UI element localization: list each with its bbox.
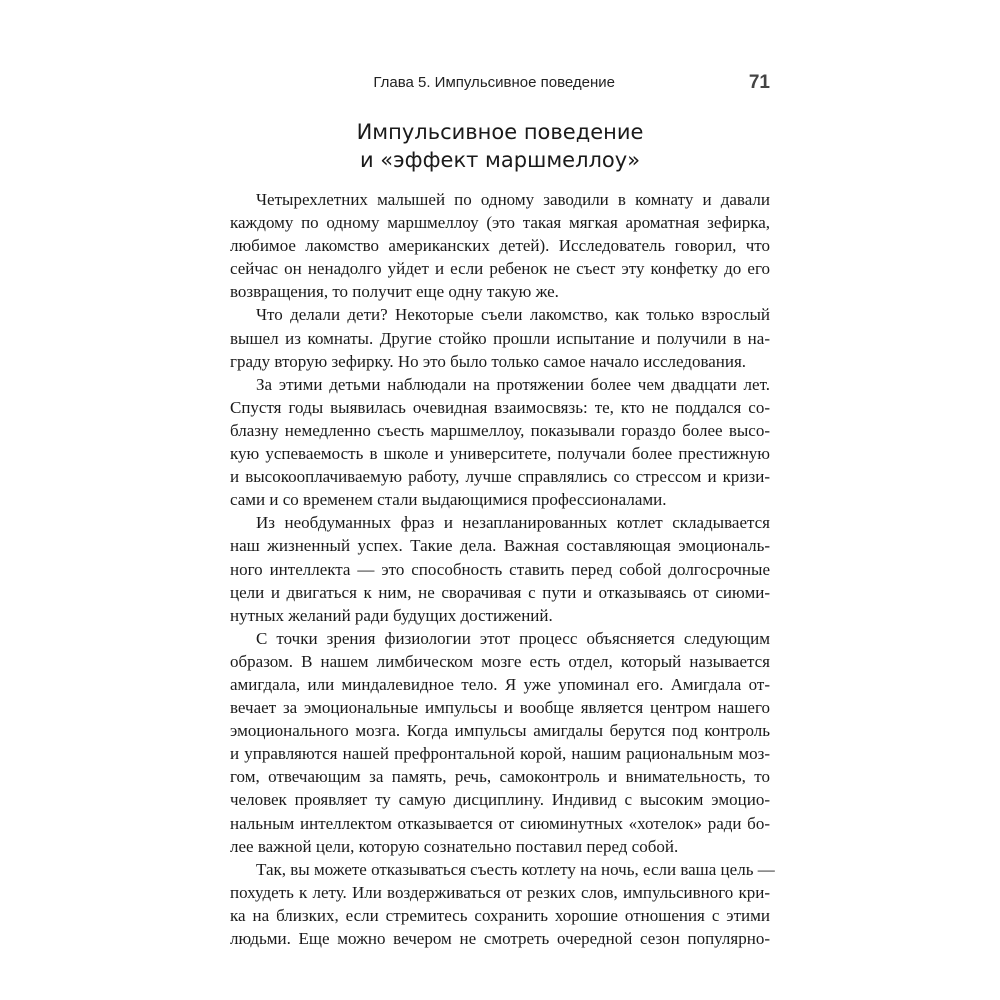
text-line: За этими детьми наблюдали на протяжении более чем двадцати лет.	[256, 374, 770, 394]
text-line: сами и со временем стали выдающимися профессионалами.	[230, 490, 667, 510]
text-line: нутных желаний ради будущих достижений.	[230, 605, 553, 625]
text-line: Так, вы можете отказываться съесть котлету на ночь, если ваша цель —	[256, 859, 775, 879]
section-heading	[230, 118, 770, 174]
text-line: образом. В нашем лимбическом мозге есть отдел, который называется	[230, 651, 770, 671]
chapter-title: Глава 5. Импульсивное поведение	[373, 74, 615, 91]
text-line: сейчас он ненадолго уйдет и если ребенок не съест эту конфетку до его	[230, 259, 770, 279]
page-number: 71	[748, 72, 770, 93]
text-line: каждому по одному маршмеллоу (это такая мягкая ароматная зефирка,	[230, 213, 770, 233]
text-line: эмоционального мозга. Когда импульсы амигдалы берутся под контроль	[230, 721, 770, 741]
text-line: человек проявляет ту самую дисциплину. Индивид с высоким эмоцио-	[230, 790, 770, 810]
text-line: наш жизненный успех. Такие дела. Важная составляющая эмоциональ-	[230, 536, 770, 556]
paragraph	[230, 303, 770, 372]
text-line: Четырехлетних малышей по одному заводили в комнату и давали	[256, 190, 770, 209]
text-line: любимое лакомство американских детей). Исследователь говорил, что	[230, 236, 770, 256]
text-line: похудеть к лету. Или воздерживаться от резких слов, импульсивного кри-	[230, 882, 770, 902]
section-heading-line-2: и «эффект маршмеллоу»	[359, 148, 641, 172]
text-line: С точки зрения физиологии этот процесс объясняется следующим	[256, 628, 770, 648]
paragraph	[230, 627, 770, 858]
text-line: гом, отвечающим за память, речь, самоконтроль и внимательность, то	[230, 767, 770, 787]
text-line: вечает за эмоциональные импульсы и вообще является центром нашего	[230, 698, 770, 718]
text-line: и высокооплачиваемую работу, лучше справлялись со стрессом и кризи-	[230, 467, 770, 487]
text-line: граду вторую зефирку. Но это было только самое начало исследования.	[230, 351, 747, 371]
paragraph	[230, 188, 770, 303]
text-line: Спустя годы выявилась очевидная взаимосвязь: те, кто не поддался со-	[230, 397, 770, 417]
text-line: ка на близких, если стремитесь сохранить хорошие отношения с этими	[230, 905, 770, 925]
text-line: лее важной цели, которую сознательно поставил перед собой.	[230, 836, 679, 856]
text-line: блазну немедленно съесть маршмеллоу, показывали гораздо более высо-	[230, 420, 770, 440]
text-line: Что делали дети? Некоторые съели лакомство, как только взрослый	[256, 305, 770, 325]
text-line: Из необдуманных фраз и незапланированных котлет складывается	[256, 513, 770, 533]
text-line: и управляются нашей префронтальной корой, нашим рациональным моз-	[230, 744, 770, 764]
text-line: людьми. Еще можно вечером не смотреть очередной сезон популярно-	[230, 929, 770, 948]
paragraph	[230, 373, 770, 512]
text-line: вышел из комнаты. Другие стойко прошли испытание и получили в на-	[230, 328, 770, 348]
paragraph	[230, 858, 775, 950]
running-header	[230, 72, 770, 96]
text-line: амигдала, или миндалевидное тело. Я уже упоминал его. Амигдала от-	[230, 674, 770, 694]
text-line: нальным интеллектом отказывается от сиюминутных «хотелок» ради бо-	[230, 813, 770, 833]
paragraph	[230, 511, 770, 626]
text-line: кую успеваемость в школе и университете, получали более престижную	[230, 444, 770, 464]
section-heading-line-1: Импульсивное поведение	[356, 120, 644, 144]
body-text	[230, 188, 775, 950]
text-line: ного интеллекта — это способность ставить перед собой долгосрочные	[230, 559, 770, 579]
text-line: возвращения, то получит еще одну такую же.	[230, 282, 559, 302]
text-line: цели и двигаться к ним, не сворачивая с пути и отказываясь от сиюми-	[230, 582, 770, 602]
